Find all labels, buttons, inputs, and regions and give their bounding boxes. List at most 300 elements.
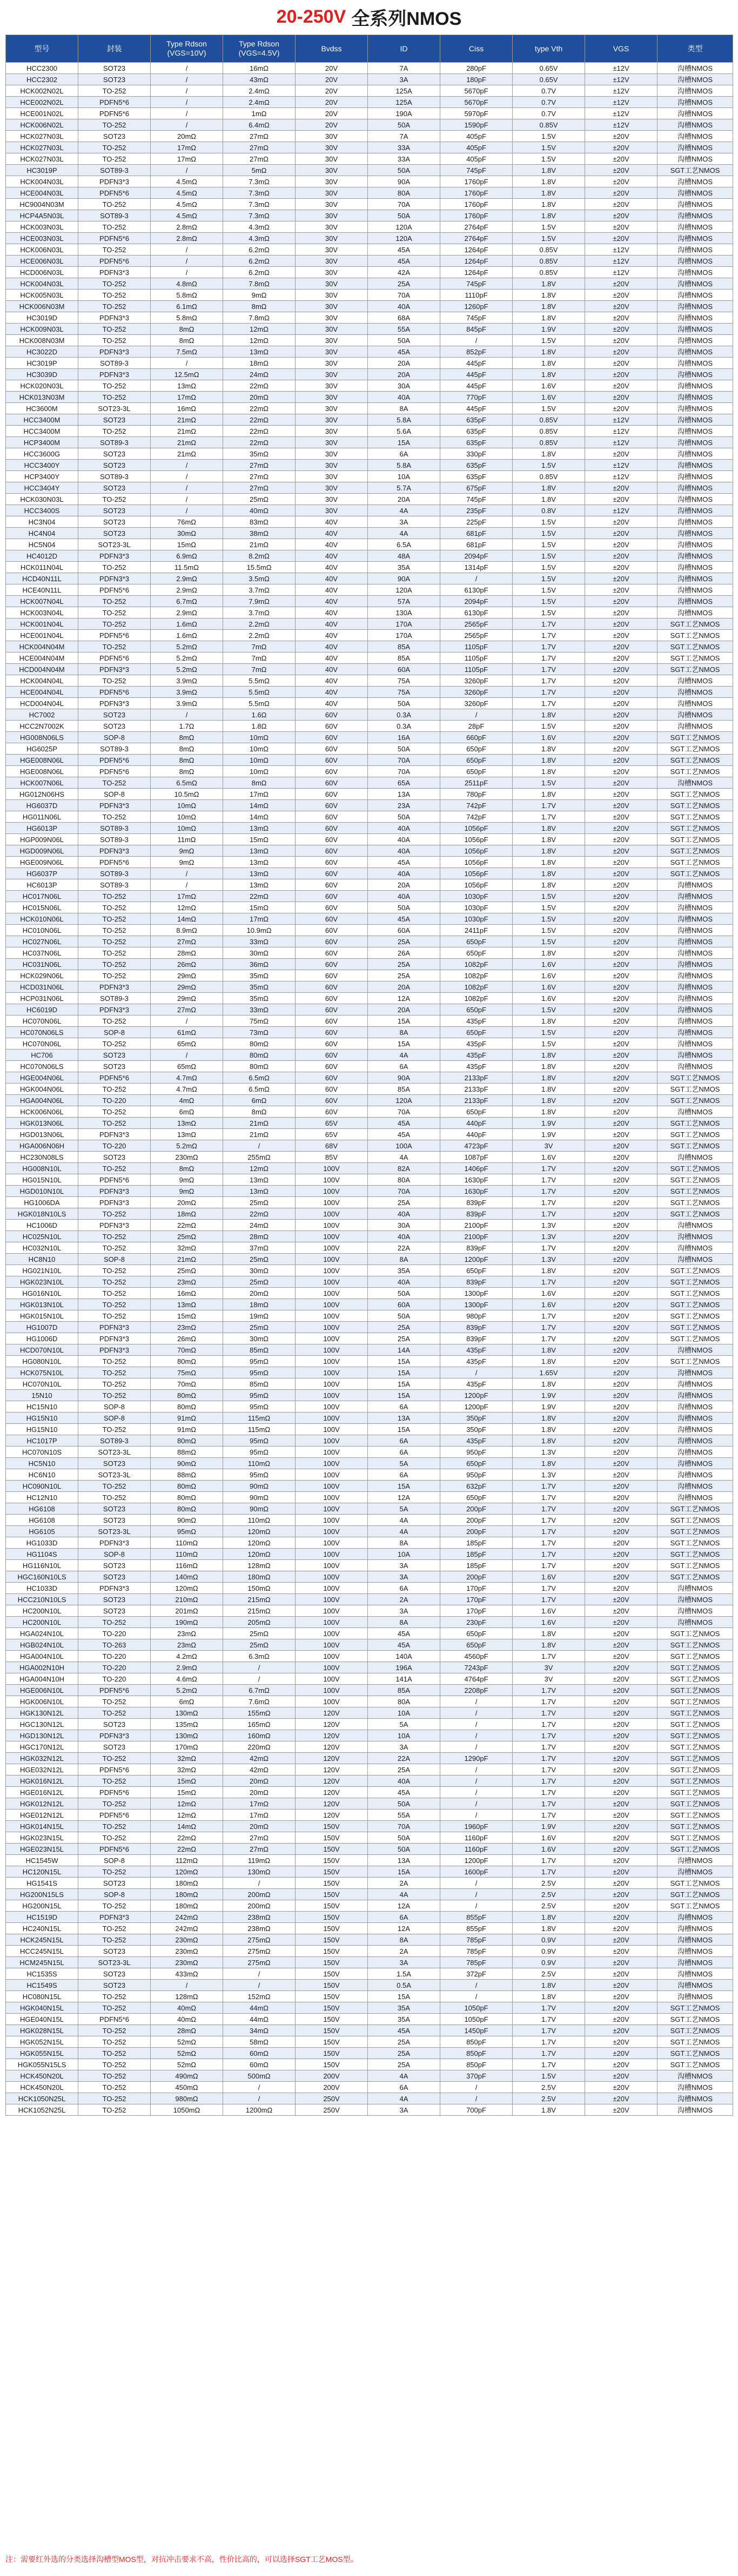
cell-col-type: SGT工艺NMOS <box>658 1163 733 1174</box>
cell-col-vth: 1.5V <box>513 562 585 573</box>
cell-col-rdson-10v: 1.6mΩ <box>151 630 223 641</box>
cell-col-model: HGK012N12L <box>6 1798 78 1810</box>
cell-col-vth: 2.5V <box>513 1900 585 1912</box>
cell-col-id: 35A <box>368 2014 440 2025</box>
cell-col-rdson-10v: 2.9mΩ <box>151 573 223 584</box>
cell-col-vgs: ±20V <box>585 199 658 210</box>
cell-col-rdson-4v5: 22mΩ <box>223 1208 296 1220</box>
cell-col-type: 沟槽NMOS <box>658 153 733 165</box>
cell-col-package: SOT89-3 <box>78 868 151 879</box>
cell-col-bvdss: 100V <box>296 1390 368 1401</box>
cell-col-model: HC031N06L <box>6 959 78 970</box>
cell-col-rdson-4v5: 22mΩ <box>223 380 296 392</box>
cell-col-model: HGE009N06L <box>6 857 78 868</box>
table-row <box>6 199 733 210</box>
cell-col-rdson-10v: / <box>151 255 223 267</box>
cell-col-type: 沟槽NMOS <box>658 2082 733 2093</box>
cell-col-type: SGT工艺NMOS <box>658 1696 733 1707</box>
cell-col-ciss: 1056pF <box>440 868 513 879</box>
cell-col-vgs: ±20V <box>585 1923 658 1934</box>
cell-col-type: 沟槽NMOS <box>658 539 733 550</box>
cell-col-package: TO-252 <box>78 1821 151 1832</box>
cell-col-id: 85A <box>368 1685 440 1696</box>
cell-col-package: PDFN3*3 <box>78 1583 151 1594</box>
cell-col-ciss: 2764pF <box>440 221 513 233</box>
cell-col-type: 沟槽NMOS <box>658 913 733 925</box>
table-row <box>6 777 733 789</box>
cell-col-vgs: ±20V <box>585 1526 658 1537</box>
table-row <box>6 970 733 981</box>
table-row <box>6 687 733 698</box>
cell-col-type: SGT工艺NMOS <box>658 766 733 777</box>
cell-col-model: HG021N10L <box>6 1265 78 1276</box>
cell-col-vgs: ±20V <box>585 947 658 959</box>
table-row <box>6 1696 733 1707</box>
cell-col-vgs: ±20V <box>585 596 658 607</box>
cell-col-vth: 1.7V <box>513 1197 585 1208</box>
table-row <box>6 63 733 74</box>
cell-col-type: 沟槽NMOS <box>658 426 733 437</box>
cell-col-package: TO-252 <box>78 2093 151 2104</box>
cell-col-ciss: 839pF <box>440 1208 513 1220</box>
cell-col-type: SGT工艺NMOS <box>658 1673 733 1685</box>
cell-col-bvdss: 60V <box>296 1027 368 1038</box>
cell-col-vth: 1.8V <box>513 301 585 312</box>
cell-col-ciss: 681pF <box>440 539 513 550</box>
cell-col-vth: 1.8V <box>513 210 585 221</box>
cell-col-model: HCK001N04L <box>6 618 78 630</box>
cell-col-package: PDFN5*6 <box>78 1810 151 1821</box>
table-row <box>6 1129 733 1140</box>
cell-col-id: 25A <box>368 2036 440 2048</box>
cell-col-rdson-10v: / <box>151 119 223 131</box>
cell-col-id: 4A <box>368 1526 440 1537</box>
cell-col-bvdss: 60V <box>296 857 368 868</box>
cell-col-bvdss: 30V <box>296 233 368 244</box>
cell-col-rdson-4v5: 25mΩ <box>223 494 296 505</box>
cell-col-bvdss: 100V <box>296 1242 368 1254</box>
cell-col-id: 23A <box>368 800 440 811</box>
cell-col-rdson-10v: 4.6mΩ <box>151 1673 223 1685</box>
cell-col-vth: 1.7V <box>513 1696 585 1707</box>
cell-col-bvdss: 30V <box>296 448 368 460</box>
table-row <box>6 1889 733 1900</box>
cell-col-id: 57A <box>368 596 440 607</box>
cell-col-ciss: 1406pF <box>440 1163 513 1174</box>
cell-col-bvdss: 40V <box>296 664 368 675</box>
cell-col-type: 沟槽NMOS <box>658 698 733 709</box>
cell-col-model: HGA004N10L <box>6 1651 78 1662</box>
table-row <box>6 1549 733 1560</box>
cell-col-vgs: ±20V <box>585 1878 658 1889</box>
table-row <box>6 1968 733 1980</box>
cell-col-vth: 0.7V <box>513 85 585 97</box>
cell-col-ciss: 745pF <box>440 494 513 505</box>
cell-col-ciss: / <box>440 335 513 346</box>
cell-col-vgs: ±20V <box>585 1481 658 1492</box>
cell-col-vgs: ±20V <box>585 789 658 800</box>
cell-col-id: 170A <box>368 630 440 641</box>
cell-col-rdson-10v: 130mΩ <box>151 1707 223 1719</box>
cell-col-rdson-4v5: 34mΩ <box>223 2025 296 2036</box>
cell-col-rdson-10v: 14mΩ <box>151 913 223 925</box>
cell-col-vth: 1.7V <box>513 687 585 698</box>
cell-col-rdson-10v: 80mΩ <box>151 1492 223 1503</box>
cell-col-bvdss: 40V <box>296 618 368 630</box>
cell-col-rdson-10v: 20mΩ <box>151 131 223 142</box>
cell-col-id: 50A <box>368 811 440 823</box>
cell-col-id: 20A <box>368 981 440 993</box>
cell-col-vth: 1.5V <box>513 2070 585 2082</box>
cell-col-vgs: ±20V <box>585 1844 658 1855</box>
cell-col-id: 14A <box>368 1344 440 1356</box>
cell-col-model: HC8N10 <box>6 1254 78 1265</box>
cell-col-vth: 1.8V <box>513 879 585 891</box>
cell-col-type: 沟槽NMOS <box>658 210 733 221</box>
cell-col-bvdss: 100V <box>296 1186 368 1197</box>
cell-col-model: HCC3400Y <box>6 460 78 471</box>
cell-col-rdson-4v5: 27mΩ <box>223 142 296 153</box>
cell-col-ciss: 700pF <box>440 2104 513 2116</box>
table-header <box>6 35 733 63</box>
cell-col-rdson-10v: 28mΩ <box>151 947 223 959</box>
cell-col-id: 5A <box>368 1503 440 1515</box>
cell-col-id: 8A <box>368 403 440 414</box>
cell-col-package: TO-252 <box>78 1707 151 1719</box>
cell-col-package: SOP-8 <box>78 1549 151 1560</box>
cell-col-model: HGE023N15L <box>6 1844 78 1855</box>
cell-col-ciss: 1200pF <box>440 1254 513 1265</box>
cell-col-vth: 1.7V <box>513 2025 585 2036</box>
cell-col-package: TO-252 <box>78 153 151 165</box>
cell-col-rdson-4v5: 22mΩ <box>223 437 296 448</box>
cell-col-rdson-4v5: 6.2mΩ <box>223 244 296 255</box>
cell-col-type: SGT工艺NMOS <box>658 1685 733 1696</box>
cell-col-id: 50A <box>368 1844 440 1855</box>
cell-col-rdson-10v: 32mΩ <box>151 1242 223 1254</box>
cell-col-rdson-10v: 5.2mΩ <box>151 653 223 664</box>
cell-col-id: 130A <box>368 607 440 618</box>
cell-col-package: TO-252 <box>78 1390 151 1401</box>
cell-col-ciss: 1030pF <box>440 913 513 925</box>
cell-col-vth: 0.85V <box>513 255 585 267</box>
cell-col-ciss: 1082pF <box>440 959 513 970</box>
cell-col-rdson-10v: 25mΩ <box>151 1231 223 1242</box>
cell-col-vgs: ±20V <box>585 1333 658 1344</box>
cell-col-id: 3A <box>368 516 440 528</box>
cell-col-package: PDFN5*6 <box>78 687 151 698</box>
cell-col-type: SGT工艺NMOS <box>658 732 733 743</box>
cell-col-rdson-10v: 9mΩ <box>151 1174 223 1186</box>
cell-col-bvdss: 120V <box>296 1753 368 1764</box>
cell-col-rdson-10v: 6mΩ <box>151 1696 223 1707</box>
cell-col-id: 15A <box>368 1390 440 1401</box>
cell-col-package: TO-252 <box>78 607 151 618</box>
cell-col-rdson-10v: 3.9mΩ <box>151 687 223 698</box>
cell-col-vgs: ±20V <box>585 709 658 721</box>
cell-col-ciss: 650pF <box>440 766 513 777</box>
cell-col-bvdss: 60V <box>296 902 368 913</box>
cell-col-vgs: ±20V <box>585 857 658 868</box>
cell-col-id: 45A <box>368 255 440 267</box>
cell-col-ciss: 225pF <box>440 516 513 528</box>
cell-col-id: 100A <box>368 1140 440 1152</box>
cell-col-rdson-10v: 90mΩ <box>151 1515 223 1526</box>
cell-col-bvdss: 30V <box>296 414 368 426</box>
cell-col-ciss: / <box>440 1730 513 1741</box>
cell-col-bvdss: 30V <box>296 312 368 324</box>
cell-col-package: TO-220 <box>78 1095 151 1106</box>
cell-col-rdson-4v5: 215mΩ <box>223 1594 296 1605</box>
cell-col-vth: 1.7V <box>513 1333 585 1344</box>
cell-col-type: SGT工艺NMOS <box>658 1662 733 1673</box>
cell-col-id: 45A <box>368 1628 440 1639</box>
cell-col-type: 沟槽NMOS <box>658 1435 733 1447</box>
cell-col-package: TO-252 <box>78 925 151 936</box>
table-row <box>6 811 733 823</box>
cell-col-ciss: 839pF <box>440 1276 513 1288</box>
cell-col-model: HCK003N04L <box>6 607 78 618</box>
cell-col-model: HC1545W <box>6 1855 78 1866</box>
cell-col-type: SGT工艺NMOS <box>658 1333 733 1344</box>
cell-col-ciss: / <box>440 1798 513 1810</box>
cell-col-ciss: / <box>440 1764 513 1775</box>
cell-col-ciss: 1105pF <box>440 664 513 675</box>
cell-col-vgs: ±20V <box>585 392 658 403</box>
table-row <box>6 1537 733 1549</box>
header-col-rdson-10v: Type Rdson (VGS=10V) <box>151 35 223 63</box>
cell-col-id: 3A <box>368 1957 440 1968</box>
cell-col-rdson-4v5: / <box>223 2093 296 2104</box>
cell-col-package: SOT23-3L <box>78 1447 151 1458</box>
cell-col-rdson-10v: / <box>151 494 223 505</box>
cell-col-vth: 1.8V <box>513 290 585 301</box>
table-row <box>6 1390 733 1401</box>
table-row <box>6 596 733 607</box>
cell-col-vgs: ±20V <box>585 879 658 891</box>
cell-col-id: 50A <box>368 1310 440 1322</box>
cell-col-bvdss: 100V <box>296 1276 368 1288</box>
cell-col-rdson-10v: 23mΩ <box>151 1628 223 1639</box>
cell-col-model: HGE012N12L <box>6 1810 78 1821</box>
cell-col-ciss: / <box>440 1367 513 1378</box>
cell-col-package: TO-252 <box>78 2059 151 2070</box>
cell-col-model: HGK013N06L <box>6 1118 78 1129</box>
cell-col-rdson-4v5: 6.2mΩ <box>223 255 296 267</box>
cell-col-vth: 1.8V <box>513 834 585 845</box>
cell-col-id: 75A <box>368 675 440 687</box>
cell-col-rdson-4v5: 7.3mΩ <box>223 187 296 199</box>
cell-col-package: SOT23 <box>78 528 151 539</box>
cell-col-ciss: 185pF <box>440 1560 513 1571</box>
cell-col-ciss: 1590pF <box>440 119 513 131</box>
cell-col-vth: 1.7V <box>513 1163 585 1174</box>
cell-col-id: 3A <box>368 2104 440 2116</box>
cell-col-package: SOT23-3L <box>78 1469 151 1481</box>
cell-col-rdson-4v5: 130mΩ <box>223 1866 296 1878</box>
cell-col-vth: 1.7V <box>513 1685 585 1696</box>
cell-col-type: SGT工艺NMOS <box>658 1775 733 1787</box>
cell-col-ciss: 3260pF <box>440 698 513 709</box>
table-row <box>6 1787 733 1798</box>
table-row <box>6 1662 733 1673</box>
cell-col-rdson-10v: 15mΩ <box>151 1787 223 1798</box>
cell-col-rdson-4v5: 7.8mΩ <box>223 278 296 290</box>
table-row <box>6 255 733 267</box>
cell-col-rdson-10v: 80mΩ <box>151 1390 223 1401</box>
cell-col-ciss: 1087pF <box>440 1152 513 1163</box>
table-row <box>6 437 733 448</box>
cell-col-ciss: 405pF <box>440 142 513 153</box>
cell-col-vgs: ±20V <box>585 2048 658 2059</box>
cell-col-id: 6A <box>368 1401 440 1413</box>
cell-col-id: 90A <box>368 176 440 187</box>
cell-col-type: SGT工艺NMOS <box>658 1537 733 1549</box>
cell-col-model: HCD031N06L <box>6 981 78 993</box>
cell-col-model: HCD006N03L <box>6 267 78 278</box>
cell-col-vgs: ±20V <box>585 913 658 925</box>
cell-col-bvdss: 150V <box>296 2002 368 2014</box>
cell-col-model: HCC2N7002K <box>6 721 78 732</box>
cell-col-id: 6A <box>368 1469 440 1481</box>
cell-col-id: 20A <box>368 879 440 891</box>
cell-col-id: 40A <box>368 834 440 845</box>
cell-col-id: 4A <box>368 1152 440 1163</box>
cell-col-package: TO-252 <box>78 1084 151 1095</box>
cell-col-package: SOT23 <box>78 1946 151 1957</box>
cell-col-vgs: ±20V <box>585 1741 658 1753</box>
cell-col-rdson-4v5: 12mΩ <box>223 1163 296 1174</box>
cell-col-ciss: 2094pF <box>440 596 513 607</box>
cell-col-rdson-10v: 180mΩ <box>151 1900 223 1912</box>
cell-col-id: 70A <box>368 1821 440 1832</box>
cell-col-model: HC5N04 <box>6 539 78 550</box>
cell-col-type: SGT工艺NMOS <box>658 1651 733 1662</box>
cell-col-ciss: / <box>440 1775 513 1787</box>
cell-col-vth: 1.8V <box>513 482 585 494</box>
table-row <box>6 1492 733 1503</box>
cell-col-id: 75A <box>368 687 440 698</box>
cell-col-vth: 1.7V <box>513 1526 585 1537</box>
cell-col-type: SGT工艺NMOS <box>658 2048 733 2059</box>
cell-col-model: HC5N10 <box>6 1458 78 1469</box>
cell-col-model: HGK032N12L <box>6 1753 78 1764</box>
cell-col-rdson-10v: 70mΩ <box>151 1378 223 1390</box>
cell-col-bvdss: 30V <box>296 176 368 187</box>
cell-col-id: 33A <box>368 142 440 153</box>
cell-col-bvdss: 150V <box>296 2059 368 2070</box>
cell-col-vgs: ±20V <box>585 187 658 199</box>
cell-col-id: 10A <box>368 1549 440 1560</box>
cell-col-vgs: ±20V <box>585 210 658 221</box>
cell-col-vth: 1.5V <box>513 596 585 607</box>
cell-col-id: 4A <box>368 2070 440 2082</box>
cell-col-id: 6A <box>368 1435 440 1447</box>
cell-col-vgs: ±20V <box>585 1707 658 1719</box>
cell-col-rdson-4v5: 21mΩ <box>223 1129 296 1140</box>
cell-col-rdson-4v5: 160mΩ <box>223 1730 296 1741</box>
cell-col-package: PDFN3*3 <box>78 176 151 187</box>
cell-col-rdson-4v5: 28mΩ <box>223 1231 296 1242</box>
cell-col-vth: 1.3V <box>513 1447 585 1458</box>
cell-col-model: HC070N06L <box>6 1015 78 1027</box>
cell-col-rdson-10v: 29mΩ <box>151 993 223 1004</box>
cell-col-type: SGT工艺NMOS <box>658 1310 733 1322</box>
cell-col-package: PDFN3*3 <box>78 550 151 562</box>
cell-col-ciss: 185pF <box>440 1549 513 1560</box>
cell-col-model: HCK009N03L <box>6 324 78 335</box>
cell-col-vth: 1.7V <box>513 653 585 664</box>
cell-col-package: SOT23 <box>78 131 151 142</box>
cell-col-model: HC1017P <box>6 1435 78 1447</box>
cell-col-vth: 1.8V <box>513 1424 585 1435</box>
cell-col-vth: 1.8V <box>513 1084 585 1095</box>
cell-col-rdson-10v: 4.8mΩ <box>151 278 223 290</box>
cell-col-package: PDFN5*6 <box>78 187 151 199</box>
cell-col-ciss: 350pF <box>440 1424 513 1435</box>
cell-col-type: SGT工艺NMOS <box>658 1832 733 1844</box>
cell-col-rdson-4v5: / <box>223 1140 296 1152</box>
cell-col-rdson-10v: 12.5mΩ <box>151 369 223 380</box>
cell-col-bvdss: 30V <box>296 187 368 199</box>
cell-col-ciss: 675pF <box>440 482 513 494</box>
cell-col-model: HC6N10 <box>6 1469 78 1481</box>
cell-col-bvdss: 60V <box>296 1084 368 1095</box>
table-row <box>6 1764 733 1775</box>
cell-col-rdson-10v: 23mΩ <box>151 1276 223 1288</box>
cell-col-vth: 1.5V <box>513 335 585 346</box>
cell-col-model: HCK005N03L <box>6 290 78 301</box>
cell-col-type: SGT工艺NMOS <box>658 743 733 755</box>
cell-col-ciss: 839pF <box>440 1322 513 1333</box>
cell-col-bvdss: 40V <box>296 698 368 709</box>
cell-col-bvdss: 40V <box>296 584 368 596</box>
cell-col-rdson-4v5: 7.3mΩ <box>223 210 296 221</box>
cell-col-bvdss: 40V <box>296 641 368 653</box>
cell-col-package: PDFN5*6 <box>78 766 151 777</box>
cell-col-bvdss: 200V <box>296 2070 368 2082</box>
table-row <box>6 562 733 573</box>
cell-col-ciss: 839pF <box>440 1197 513 1208</box>
cell-col-type: SGT工艺NMOS <box>658 653 733 664</box>
cell-col-bvdss: 150V <box>296 1934 368 1946</box>
cell-col-rdson-4v5: 120mΩ <box>223 1549 296 1560</box>
cell-col-vgs: ±20V <box>585 698 658 709</box>
cell-col-vgs: ±20V <box>585 743 658 755</box>
cell-col-vth: 1.8V <box>513 369 585 380</box>
cell-col-ciss: 1160pF <box>440 1832 513 1844</box>
cell-col-package: PDFN3*3 <box>78 1129 151 1140</box>
cell-col-package: TO-252 <box>78 199 151 210</box>
cell-col-rdson-10v: 112mΩ <box>151 1855 223 1866</box>
cell-col-model: HCC2300 <box>6 63 78 74</box>
cell-col-id: 4A <box>368 1050 440 1061</box>
cell-col-package: PDFN3*3 <box>78 1333 151 1344</box>
nmos-spec-table <box>5 35 733 2116</box>
table-row <box>6 959 733 970</box>
table-row <box>6 1413 733 1424</box>
cell-col-rdson-4v5: 27mΩ <box>223 471 296 482</box>
cell-col-bvdss: 100V <box>296 1220 368 1231</box>
cell-col-package: TO-252 <box>78 913 151 925</box>
cell-col-vgs: ±20V <box>585 1084 658 1095</box>
cell-col-rdson-4v5: 7.6mΩ <box>223 1696 296 1707</box>
cell-col-bvdss: 60V <box>296 811 368 823</box>
cell-col-vth: 1.7V <box>513 630 585 641</box>
cell-col-vgs: ±20V <box>585 1991 658 2002</box>
cell-col-model: HC3019P <box>6 358 78 369</box>
cell-col-rdson-4v5: 18mΩ <box>223 358 296 369</box>
